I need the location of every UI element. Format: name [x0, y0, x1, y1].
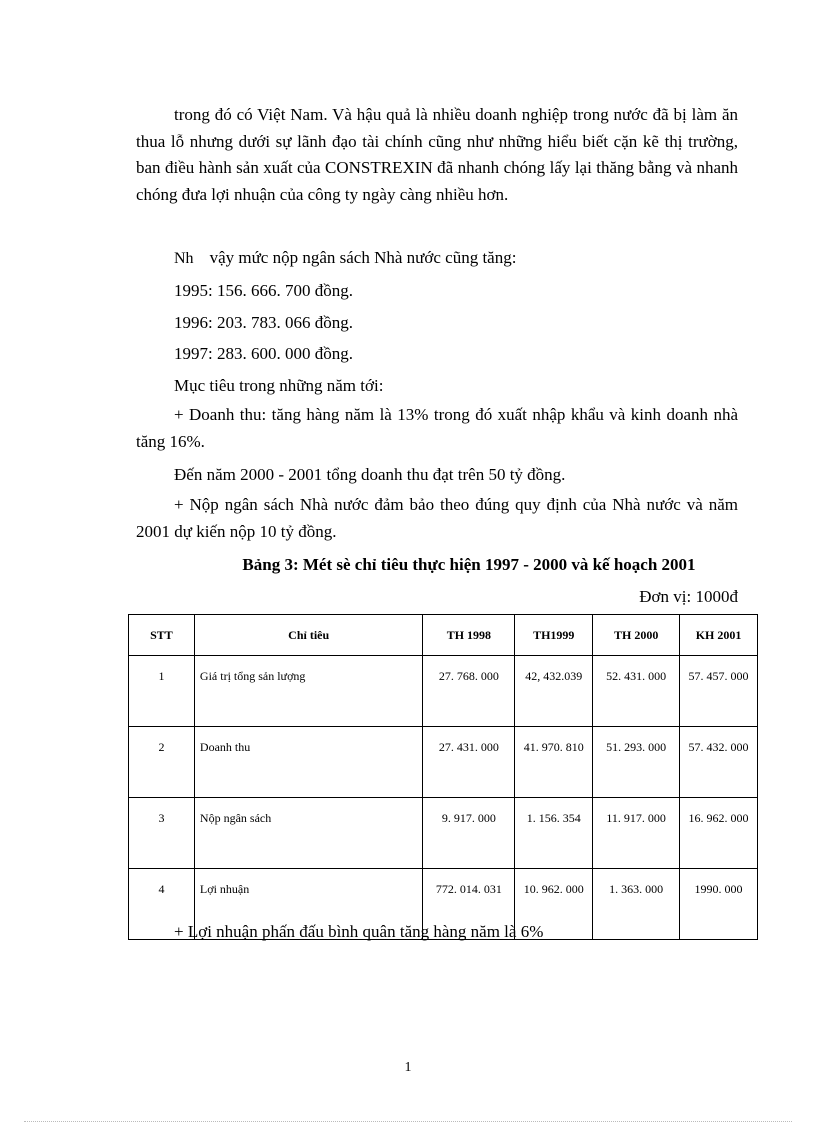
row-stt: 2: [129, 727, 195, 798]
table-row: [129, 798, 758, 869]
budget-goal: + Nộp ngân sách Nhà nước đảm bảo theo đúng quy định của Nhà nước và năm 2001 dự kiến nộp 10 tỷ đồng.: [136, 495, 738, 541]
header-th2000: TH 2000: [593, 615, 680, 656]
row-th1998: 27. 431. 000: [423, 727, 515, 798]
header-kh2001: KH 2001: [680, 615, 758, 656]
row-th1999: 1. 156. 354: [515, 798, 593, 869]
revenue-2000-goal: Đến năm 2000 - 2001 tổng doanh thu đạt trên 50 tỷ đồng.: [174, 465, 566, 484]
row-stt: 4: [129, 869, 195, 940]
table-caption: Bảng 3: Mét sè chỉ tiêu thực hiện 1997 - 2000 và kế hoạch 2001: [242, 555, 696, 574]
budget-1996: 1996: 203. 783. 066 đồng.: [174, 313, 353, 332]
budget-intro-line: [174, 248, 516, 269]
row-th1999: 10. 962. 000: [515, 869, 593, 940]
row-th1998: 9. 917. 000: [423, 798, 515, 869]
table-row: [129, 727, 758, 798]
row-indicator: Giá trị tổng sản lượng: [194, 656, 423, 727]
profit-goal: + Lợi nhuận phấn đấu bình quân tăng hàng năm là 6%: [174, 922, 544, 941]
row-indicator: Lợi nhuận: [194, 869, 423, 940]
budget-intro-prefix: Nh: [174, 250, 194, 267]
intro-paragraph: trong đó có Việt Nam. Và hậu quả là nhiều doanh nghiệp trong nước đã bị làm ăn thua lỗ nhưng dưới sự lãnh đạo tài chính cũng như những hiểu biết cặn kẽ thị trường, ban điều hành sản xuất của CONSTREXIN đã nhanh chóng lấy lại thăng bằng và nhanh chóng đưa lợi nhuận của công ty ngày càng nhiều hơn.: [136, 105, 738, 204]
row-th1999: 42, 432.039: [515, 656, 593, 727]
row-th1998: 772. 014. 031: [423, 869, 515, 940]
header-th1998: TH 1998: [423, 615, 515, 656]
row-stt: 3: [129, 798, 195, 869]
budget-1997: 1997: 283. 600. 000 đồng.: [174, 344, 353, 363]
table-header-row: [129, 615, 758, 656]
header-stt: STT: [129, 615, 195, 656]
table-unit: Đơn vị: 1000đ: [639, 587, 738, 606]
row-th1998: 27. 768. 000: [423, 656, 515, 727]
row-kh2001: 57. 432. 000: [680, 727, 758, 798]
page-bottom-divider: [24, 1121, 792, 1122]
row-kh2001: 1990. 000: [680, 869, 758, 940]
revenue-goal: + Doanh thu: tăng hàng năm là 13% trong đó xuất nhập khẩu và kinh doanh nhà tăng 16%.: [136, 405, 738, 451]
row-indicator: Nộp ngân sách: [194, 798, 423, 869]
budget-intro-text: vậy mức nộp ngân sách Nhà nước cũng tăng:: [209, 248, 517, 267]
page-number: 1: [404, 1060, 412, 1075]
row-th2000: 1. 363. 000: [593, 869, 680, 940]
row-kh2001: 16. 962. 000: [680, 798, 758, 869]
row-th2000: 51. 293. 000: [593, 727, 680, 798]
budget-1995: 1995: 156. 666. 700 đồng.: [174, 281, 353, 300]
row-stt: 1: [129, 656, 195, 727]
row-th1999: 41. 970. 810: [515, 727, 593, 798]
row-indicator: Doanh thu: [194, 727, 423, 798]
row-kh2001: 57. 457. 000: [680, 656, 758, 727]
goals-heading: Mục tiêu trong những năm tới:: [174, 376, 384, 395]
header-indicator: Chỉ tiêu: [194, 615, 423, 656]
table-row: [129, 656, 758, 727]
row-th2000: 11. 917. 000: [593, 798, 680, 869]
row-th2000: 52. 431. 000: [593, 656, 680, 727]
header-th1999: TH1999: [515, 615, 593, 656]
indicators-table: [128, 614, 758, 940]
